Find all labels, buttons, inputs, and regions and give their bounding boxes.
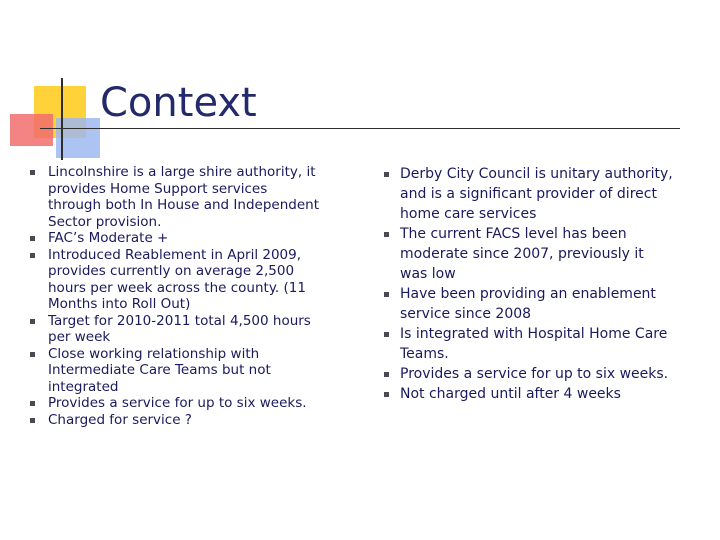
list-item bbox=[30, 346, 320, 396]
bullet-square-icon bbox=[30, 418, 35, 423]
bullet-square-icon bbox=[30, 352, 35, 357]
title-decoration-red-square bbox=[10, 114, 53, 146]
bullet-square-icon bbox=[30, 236, 35, 241]
list-item-text: Charged for service ? bbox=[48, 411, 192, 428]
bullet-square-icon bbox=[30, 253, 35, 258]
list-item-text: The current FACS level has been moderate since 2007, previously it was low bbox=[400, 226, 644, 282]
left-bullet-list bbox=[30, 164, 320, 428]
list-item-text: Derby City Council is unitary authority, and is a significant provider of direct home care services bbox=[400, 166, 673, 222]
list-item bbox=[30, 313, 320, 346]
bullet-square-icon bbox=[384, 372, 389, 377]
list-item bbox=[384, 364, 674, 384]
title-decoration-vertical-line bbox=[61, 78, 63, 160]
list-item bbox=[30, 230, 320, 247]
list-item-text: Lincolnshire is a large shire authority, it provides Home Support services through both In House and Independent Sector provision. bbox=[48, 164, 319, 230]
bullet-square-icon bbox=[384, 392, 389, 397]
list-item bbox=[384, 224, 674, 284]
list-item-text: Have been providing an enablement service since 2008 bbox=[400, 286, 656, 322]
list-item bbox=[384, 164, 674, 224]
list-item-text: Is integrated with Hospital Home Care Teams. bbox=[400, 326, 668, 362]
list-item-text: FAC’s Moderate + bbox=[48, 230, 169, 246]
slide-title: Context bbox=[100, 80, 257, 126]
list-item bbox=[384, 284, 674, 324]
list-item bbox=[30, 247, 320, 313]
list-item-text: Provides a service for up to six weeks. bbox=[400, 366, 669, 382]
list-item-text: Target for 2010-2011 total 4,500 hours per week bbox=[48, 312, 311, 345]
list-item bbox=[384, 384, 674, 404]
list-item bbox=[30, 395, 320, 412]
bullet-square-icon bbox=[384, 172, 389, 177]
right-bullet-list bbox=[384, 164, 674, 404]
list-item-text: Not charged until after 4 weeks bbox=[400, 386, 621, 402]
list-item bbox=[30, 164, 320, 230]
list-item-text: Provides a service for up to six weeks. bbox=[48, 395, 307, 411]
bullet-square-icon bbox=[30, 401, 35, 406]
list-item bbox=[30, 412, 320, 429]
bullet-square-icon bbox=[30, 170, 35, 175]
bullet-square-icon bbox=[384, 232, 389, 237]
bullet-square-icon bbox=[30, 319, 35, 324]
list-item bbox=[384, 324, 674, 364]
list-item-text: Close working relationship with Intermediate Care Teams but not integrated bbox=[48, 345, 271, 395]
list-item-text: Introduced Reablement in April 2009, provides currently on average 2,500 hours per week across the county. (11 Months into Roll Out) bbox=[48, 246, 306, 312]
title-underline bbox=[40, 128, 680, 129]
bullet-square-icon bbox=[384, 332, 389, 337]
bullet-square-icon bbox=[384, 292, 389, 297]
